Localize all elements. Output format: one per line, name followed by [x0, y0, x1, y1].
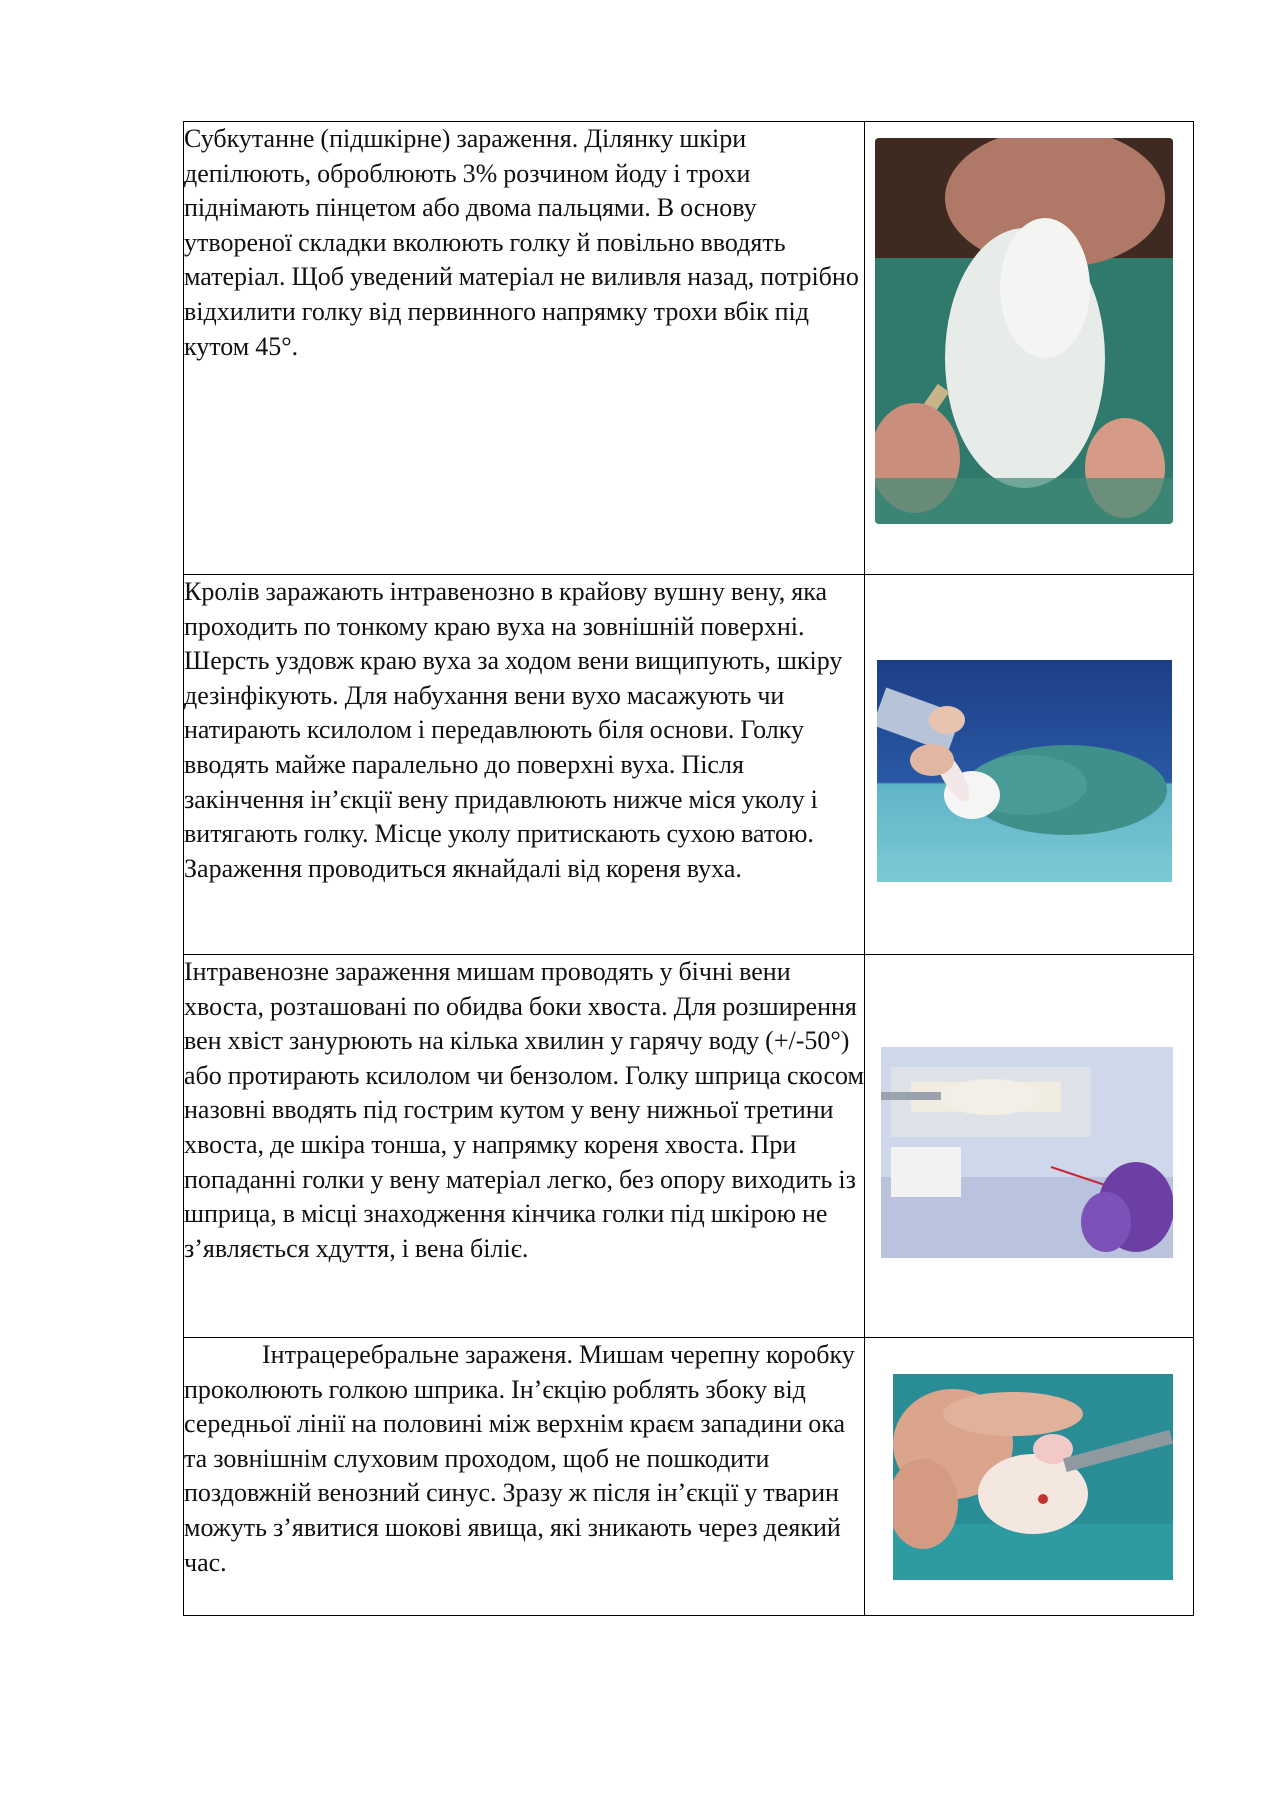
table-cell-image [865, 575, 1194, 955]
procedure-description: Кролів заражають інтравенозно в крайову вушну вену, яка проходить по тонкому краю вуха на зовнішній поверхні. Шерсть уздовж краю вуха за ходом вени вищипують, шкіру дезінфікують. Для набухання вени вухо масажують чи натирають ксилолом і передавлюють біля основи. Голку вводять майже паралельно до поверхні вуха. Після закінчення ін’єкції вену придавлюють нижче міся уколу і витягають голку. Місце уколу притискають сухою ватою. Зараження проводиться якнайдалі від кореня вуха. [184, 577, 843, 883]
table-cell-text [184, 122, 865, 575]
procedure-description: Субкутанне (підшкірне) зараження. Ділянку шкіри депілюють, оброблюють 3% розчином йоду і трохи піднімають пінцетом або двома пальцями. В основу утвореної складки вколюють голку й повільно вводять матеріал. Щоб уведений матеріал не виливля назад, потрібно відхилити голку від первинного напрямку трохи вбік під кутом 45°. [184, 124, 859, 361]
table-row [184, 955, 1194, 1338]
procedures-table [183, 121, 1194, 1616]
table-row [184, 122, 1194, 575]
procedure-description: Інтрацеребральне зараженя. Мишам черепну коробку проколюють голкою шприка. Ін’єкцію роблять збоку від середньої лінії на половині між верхнім краєм западини ока та зовнішнім слуховим проходом, щоб не пошкодити поздовжній венозний синус. Зразу ж після ін’єкції у тварин можуть з’явитися шокові явища, які зникають через деякий час. [184, 1340, 855, 1577]
procedure-description: Інтравенозне зараження мишам проводять у бічні вени хвоста, розташовані по обидва боки хвоста. Для розширення вен хвіст занурюють на кілька хвилин у гарячу воду (+/-50°) або протирають ксилолом чи бензолом. Голку шприца скосом назовні вводять під гострим кутом у вену нижньої третини хвоста, де шкіра тонша, у напрямку кореня хвоста. При попаданні голки у вену матеріал легко, без опору виходить із шприца, в місці знаходження кінчика голки під шкірою не з’являється хдуття, і вена біліє. [184, 957, 864, 1263]
table-cell-image [865, 122, 1194, 575]
rabbit-ear-vein-injection-photo [877, 660, 1172, 882]
table-cell-image [865, 955, 1194, 1338]
table-row [184, 575, 1194, 955]
table-cell-text [184, 955, 865, 1338]
table-cell-text [184, 575, 865, 955]
rat-subcutaneous-injection-photo [875, 138, 1173, 524]
table-row [184, 1338, 1194, 1616]
mouse-intracerebral-injection-photo [893, 1374, 1173, 1580]
mouse-tail-vein-injection-photo [881, 1047, 1173, 1258]
table-cell-text [184, 1338, 865, 1616]
table-cell-image [865, 1338, 1194, 1616]
